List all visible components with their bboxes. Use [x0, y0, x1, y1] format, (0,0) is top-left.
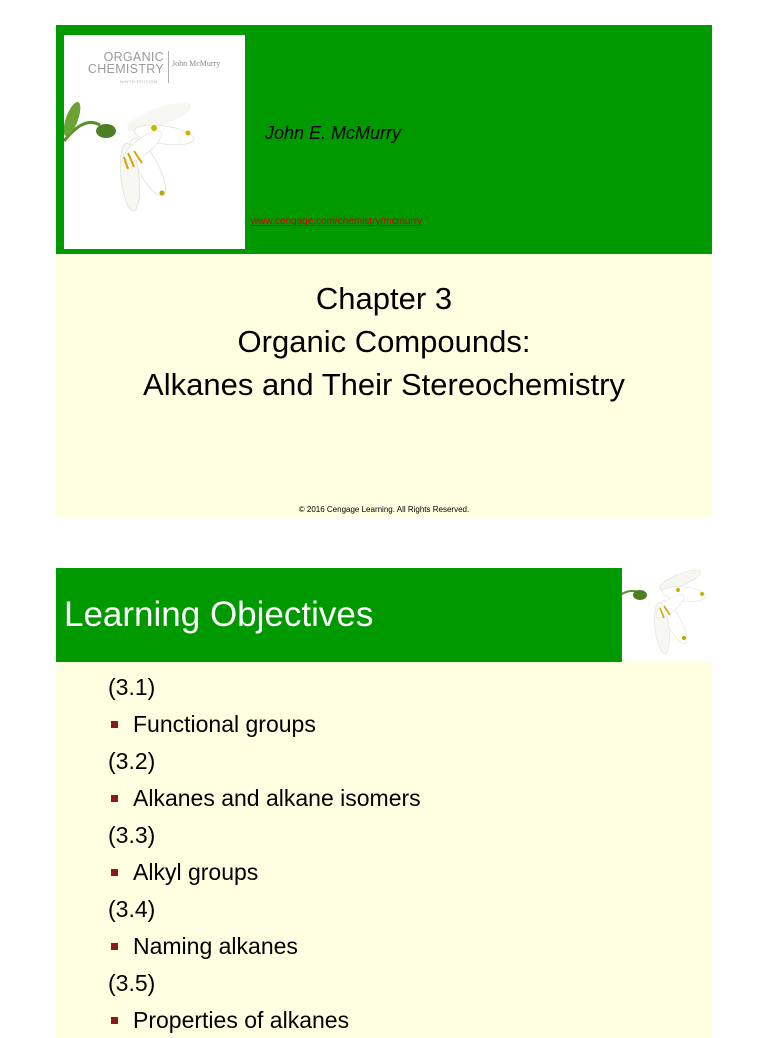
objective-topic: Alkanes and alkane isomers: [133, 785, 421, 811]
chapter-title-line-1: Chapter 3: [315, 281, 453, 316]
objectives-list: [108, 672, 421, 1038]
author-name: John E. McMurry: [265, 123, 402, 143]
cover-author: John McMurry: [172, 59, 221, 68]
objective-topic: Properties of alkanes: [133, 1007, 350, 1033]
learning-objectives-slide: [56, 568, 712, 1038]
publisher-link[interactable]: www.cengage.com/chemistry/mcmurry: [251, 216, 423, 227]
snowdrop-flower-icon: [64, 95, 245, 249]
square-bullet-icon: [111, 1017, 118, 1024]
objective-item: [108, 783, 421, 820]
chapter-title: [56, 277, 712, 406]
objective-topic: Alkyl groups: [133, 859, 259, 885]
objective-number: (3.5): [108, 970, 156, 996]
title-banner: [56, 25, 712, 254]
objective-item: [108, 857, 421, 894]
objective-number: (3.3): [108, 822, 156, 848]
flower-image: [622, 568, 712, 662]
objective-topic: Functional groups: [133, 711, 316, 737]
copyright-notice: © 2016 Cengage Learning. All Rights Reserved.: [298, 505, 470, 514]
objective-number: (3.1): [108, 674, 156, 700]
cover-title-line-2: CHEMISTRY: [87, 62, 164, 76]
chapter-title-line-3: Alkanes and Their Stereochemistry: [143, 367, 625, 402]
objective-number: (3.2): [108, 748, 156, 774]
title-slide: [56, 25, 712, 518]
book-cover: [64, 35, 245, 249]
square-bullet-icon: [111, 795, 118, 802]
cover-edition: NINTH EDITION: [120, 79, 158, 84]
cover-divider: [168, 51, 169, 83]
square-bullet-icon: [111, 943, 118, 950]
objective-item: [108, 1005, 421, 1038]
chapter-title-line-2: Organic Compounds:: [237, 324, 531, 359]
square-bullet-icon: [111, 721, 118, 728]
cover-title-line-1: ORGANIC: [103, 50, 164, 64]
objective-item: [108, 931, 421, 968]
square-bullet-icon: [111, 869, 118, 876]
objective-topic: Naming alkanes: [133, 933, 298, 959]
objective-item: [108, 709, 421, 746]
snowdrop-flower-icon: [622, 568, 712, 662]
objective-number: (3.4): [108, 896, 156, 922]
cover-title: [86, 51, 164, 75]
heading-banner: [56, 568, 622, 662]
slide-heading: Learning Objectives: [64, 595, 374, 634]
